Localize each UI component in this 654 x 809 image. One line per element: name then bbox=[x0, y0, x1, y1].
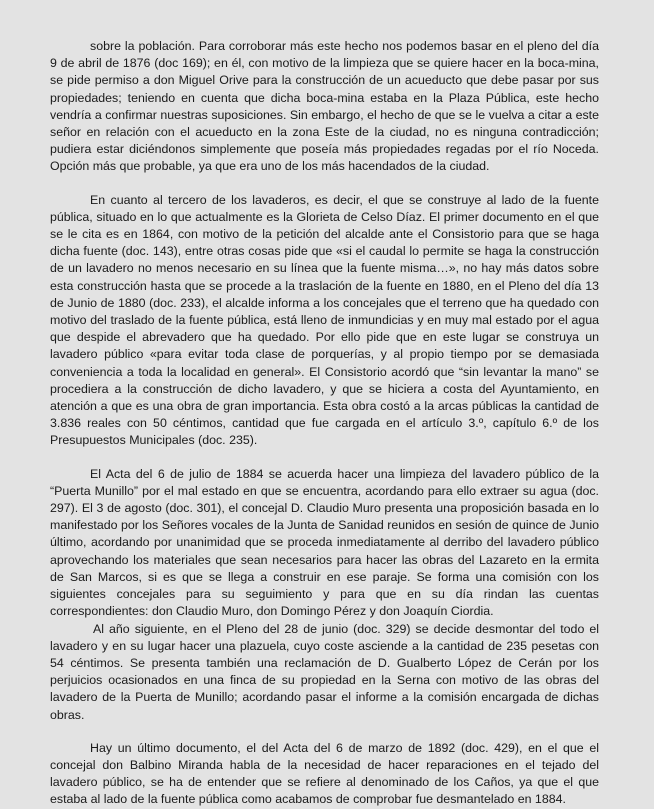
paragraph-acueducto: sobre la población. Para corroborar más este hecho nos podemos basar en el pleno del día 9 de abril de 1876 (doc 169); en él, con motivo de la limpieza que se quiere hacer en la boca-mina, se pide permiso a don Miguel Orive para la construcción de un acueducto que debe pasar por sus propiedades; teniendo en cuenta que dicha boca-mina estaba en la Plaza Pública, este hecho vendría a confirmar nuestras suposiciones. Sin embargo, el hecho de que se le vuelva a citar a este señor en relación con el acueducto en la zona Este de la ciudad, no es ninguna contradicción; pudiera estar diciéndonos simplemente que poseía más propiedades regadas por el río Noceda. Opción más que probable, ya que era uno de los más hacendados de la ciudad. bbox=[50, 39, 599, 174]
paragraph-acta-1884: El Acta del 6 de julio de 1884 se acuerda hacer una limpieza del lavadero público de la “Puerta Munillo” por el mal estado en que se encuentra, acordando para ello extraer su agua (doc. 297). El 3 de agosto (doc. 301), el concejal D. Claudio Muro presenta una proposición basada en lo manifestado por los Señores vocales de la Junta de Sanidad reunidos en sesión de quince de Junio último, acordando por unanimidad que se proceda inmediatamente al derribo del lavadero público aprovechando los materiales que sean necesarios para hacer las obras del Lazareto en la ermita de San Marcos, si es que se llega a construir en ese paraje. Se forma una comisión con los siguientes concejales para su seguimiento y para que en su día rindan las cuentas correspondientes: don Claudio Muro, don Domingo Pérez y don Joaquín Ciordia. bbox=[50, 466, 599, 619]
paragraph-ano-siguiente: Al año siguiente, en el Pleno del 28 de junio (doc. 329) se decide desmontar del todo el lavadero y en su lugar hacer una plazuela, cuyo coste asciende a la cantidad de 235 pesetas con 54 céntimos. Se presenta también una reclamación de D. Gualberto López de Cerán por los perjuicios ocasionados en una finca de su propiedad en la Serna con motivo de las obras del lavadero de la Puerta de Munillo; acordando pasar el informe a la comisión encargada de dichas obras. bbox=[50, 621, 599, 722]
document-page bbox=[50, 38, 599, 809]
paragraph-tercer-lavadero: En cuanto al tercero de los lavaderos, es decir, el que se construye al lado de la fuente pública, situado en lo que actualmente es la Glorieta de Celso Díaz. El primer documento en el que se le cita es en 1864, con motivo de la petición del alcalde ante el Consistorio para que se haga dicha fuente (doc. 143), entre otras cosas pide que «si el caudal lo permite se haga la construcción de un lavadero no menos necesario en su línea que la fuente misma…», no hay más datos sobre esta construcción hasta que se procede a la traslación de la fuente en 1880, en el Pleno del día 13 de Junio de 1880 (doc. 233), el alcalde informa a los concejales que el terreno que ha quedado con motivo del traslado de la fuente pública, está lleno de inmundicias y en muy mal estado por el agua que despide el abrevadero que ha quedado. Por ello pide que en este lugar se construya un lavadero público «para evitar toda clase de porquerías, y al propio tiempo por se demasiada conveniencia a toda la localidad en general». El Consistorio acordó que “sin levantar la mano” se procediera a la construcción de dicho lavadero, y que se hiciera a costa del Ayuntamiento, en atención a que es una obra de gran importancia. Esta obra costó a la arcas públicas la cantidad de 3.836 reales con 50 céntimos, cantidad que fue cargada en el artículo 3.º, capítulo 6.º de los Presupuestos Municipales (doc. 235). bbox=[50, 192, 599, 448]
paragraph-ultimo-documento: Hay un último documento, el del Acta del 6 de marzo de 1892 (doc. 429), en el que el concejal don Balbino Miranda habla de la necesidad de hacer reparaciones en el tejado del lavadero público, se ha de entender que se refiere al denominado de los Caños, ya que el que estaba al lado de la fuente pública como acabamos de comprobar fue desmantelado en 1884. bbox=[50, 740, 599, 807]
